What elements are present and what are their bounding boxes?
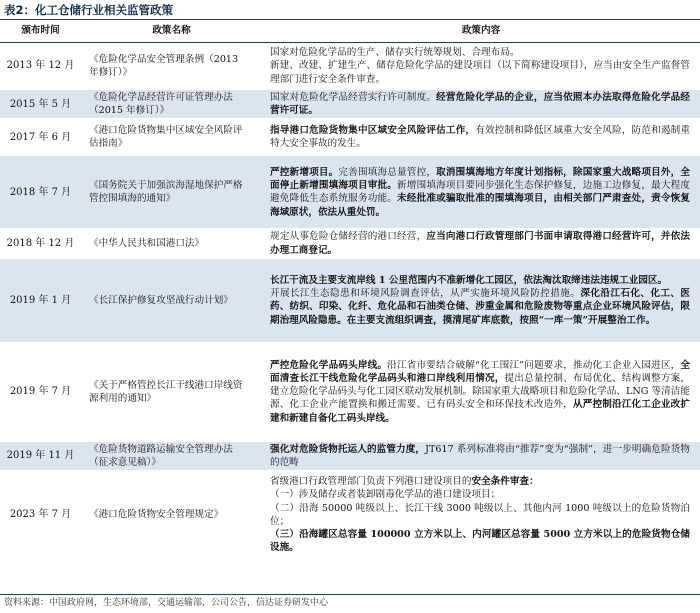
highlighted-text: 沿海罐区总容量 100000 立方米以上、内河罐区总容量 5000 立方米以上的危险货物仓储设施。 bbox=[270, 528, 690, 554]
row-date: 2017 年 6 月 bbox=[0, 119, 81, 156]
row-date: 2015 年 5 月 bbox=[0, 90, 81, 119]
content-paragraph bbox=[270, 359, 690, 425]
row-policy-name: 《中华人民共和国港口法》 bbox=[81, 229, 262, 258]
content-paragraph bbox=[270, 475, 690, 488]
content-text: 沿江省市要结合破解“化工围江”问题要求，推动化工企业入园进区， bbox=[387, 359, 681, 371]
row-policy-name: 《危险货物道路运输安全管理办法（征求意见稿）》 bbox=[81, 441, 262, 470]
row-policy-content bbox=[262, 258, 700, 342]
content-text: 国家对危险化学品的生产、储存实行统筹规划、合理布局。 bbox=[270, 47, 520, 59]
highlighted-text: 深化沿江石化、化工、医药、纺织、印染、化纤、危化品和石油类仓储、涉重金属和危险废物等重点企业环境风险评估，限期治理风险隐患。在主要支流组织调查，摸清尾矿库底数，按照“一库一策”开展整治工作。 bbox=[270, 288, 691, 326]
row-date: 2023 年 7 月 bbox=[0, 471, 81, 559]
row-policy-content bbox=[262, 156, 700, 229]
content-text: 提出总量控制、布局优化、结构调整方案，建立危险化学品码头与化工园区联动发展机制。除国家重大战略项目和危险化学品、LNG 等清洁能源、化工企业产能置换和搬迁需要、已有码头安全和环保技术改造外， bbox=[270, 373, 691, 411]
content-paragraph bbox=[270, 528, 690, 554]
content-text: 新建、改建、扩建生产、储存危险化学品的建设项目（以下简称建设项目），应当由安全生产监督管理部门进行安全条件审查。 bbox=[270, 60, 690, 85]
content-paragraph bbox=[270, 443, 690, 469]
row-policy-content bbox=[262, 119, 700, 156]
row-policy-name: 《港口危险货物安全管理规定》 bbox=[81, 471, 262, 559]
content-text: JT617 系列标准将由“推荐”变为“强制”，进一步明确危险货物的范畴 bbox=[270, 443, 690, 469]
row-date: 2019 年 1 月 bbox=[0, 258, 81, 342]
content-text: （一）涉及储存或者装卸剧毒化学品的港口建设项目； bbox=[270, 489, 501, 501]
policy-table bbox=[0, 20, 700, 559]
content-text: 有效控制和降低区域重大安全风险，防范和遏制重特大安全事故的发生。 bbox=[270, 125, 690, 150]
content-paragraph bbox=[270, 488, 690, 501]
table-header-row bbox=[0, 20, 700, 43]
highlighted-text: 取消围填海地方年度计划指标，除国家重大战略项目外，全面停止新增围填海项目审批。 bbox=[270, 167, 691, 192]
row-policy-name: 《关于严格管控长江干线港口岸线资源利用的通知》 bbox=[81, 342, 262, 441]
content-paragraph bbox=[270, 274, 690, 287]
row-date: 2019 年 11 月 bbox=[0, 441, 81, 470]
content-text: 新增围填海项目要同步强化生态保护修复，边施工边修复，最大程度避免降低生态系统服务功能。 bbox=[270, 180, 690, 205]
table-row bbox=[0, 342, 700, 441]
table-body bbox=[0, 43, 700, 559]
footer-rule bbox=[0, 594, 700, 595]
table-row bbox=[0, 471, 700, 559]
highlighted-text: 经营危险化学品的企业，应当依照本办法取得危险化学品经营许可证。 bbox=[270, 92, 691, 117]
content-paragraph bbox=[270, 124, 690, 150]
highlighted-text: 指导港口危险货物集中区域安全风险评估工作， bbox=[270, 125, 476, 137]
highlighted-text: （三） bbox=[270, 528, 300, 540]
row-policy-name: 《港口危险货物集中区域安全风险评估指南》 bbox=[81, 119, 262, 156]
highlighted-text: 全面清查长江干线危险化学品码头和港口岸线利用情况， bbox=[270, 359, 691, 384]
content-paragraph bbox=[270, 287, 690, 327]
row-policy-content bbox=[262, 342, 700, 441]
row-policy-content bbox=[262, 90, 700, 119]
row-policy-name: 《长江保护修复攻坚战行动计划》 bbox=[81, 258, 262, 342]
table-title: 表2：化工仓储行业相关监管政策 bbox=[4, 3, 173, 17]
content-paragraph bbox=[270, 230, 690, 256]
content-text: 完善围填海总量管控， bbox=[338, 167, 437, 178]
highlighted-text: 强化对危险货物托运人的监管力度， bbox=[270, 443, 426, 455]
content-paragraph bbox=[270, 46, 690, 59]
row-policy-content bbox=[262, 229, 700, 258]
row-date: 2018 年 7 月 bbox=[0, 156, 81, 229]
header-policy-content: 政策内容 bbox=[262, 20, 700, 43]
highlighted-text: 从严控制沿江化工企业改扩建和新建自备化工码头岸线。 bbox=[270, 399, 691, 424]
row-date: 2019 年 7 月 bbox=[0, 342, 81, 441]
highlighted-text: 安全条件审查： bbox=[471, 476, 539, 488]
table-row bbox=[0, 441, 700, 470]
row-policy-content bbox=[262, 471, 700, 559]
highlighted-text: 严控危险化学品码头岸线。 bbox=[270, 359, 388, 371]
header-date: 颁布时间 bbox=[0, 20, 81, 43]
header-policy-name: 政策名称 bbox=[81, 20, 262, 43]
highlighted-text: 严控新增项目。 bbox=[270, 167, 339, 178]
content-text: 省级港口行政管理部门负责下列港口建设项目的 bbox=[270, 476, 472, 488]
highlighted-text: 应当向港口行政管理部门书面申请取得港口经营许可，并依法办理工商登记。 bbox=[270, 231, 691, 256]
content-text: 国家对危险化学品经营实行许可制度。 bbox=[270, 92, 437, 103]
table-row bbox=[0, 90, 700, 119]
content-paragraph bbox=[270, 91, 690, 117]
highlighted-text: 未经批准或骗取批准的围填海项目，由相关部门严肃查处，责令恢复海域原状，依法从重处罚。 bbox=[270, 193, 690, 218]
table-row bbox=[0, 156, 700, 229]
row-policy-name: 《危险化学品安全管理条例（2013 年修订）》 bbox=[81, 43, 262, 90]
source-note: 资料来源：中国政府网，生态环境部，交通运输部，公司公告，信达证券研发中心 bbox=[4, 598, 329, 608]
row-date: 2018 年 12 月 bbox=[0, 229, 81, 258]
content-paragraph bbox=[270, 166, 690, 219]
row-date: 2013 年 12 月 bbox=[0, 43, 81, 90]
table-row bbox=[0, 258, 700, 342]
content-text: 规定从事危险仓储经营的港口经营， bbox=[270, 231, 427, 243]
content-text: （二）沿海 50000 吨级以上、长江干线 3000 吨级以上、其他内河 1000 吨级以上的危险货物泊位； bbox=[270, 502, 690, 527]
content-paragraph bbox=[270, 502, 690, 528]
content-text: 开展长江生态隐患和环境风险调查评估，从严实施环境风险防控措施。 bbox=[270, 288, 581, 300]
table-row bbox=[0, 43, 700, 90]
table-row bbox=[0, 119, 700, 156]
row-policy-name: 《国务院关于加强滨海湿地保护严格管控围填海的通知》 bbox=[81, 156, 262, 229]
row-policy-name: 《危险化学品经营许可证管理办法（2015 年修订）》 bbox=[81, 90, 262, 119]
content-paragraph bbox=[270, 59, 690, 85]
table-row bbox=[0, 229, 700, 258]
highlighted-text: 长江干流及主要支流岸线 1 公里范围内不准新增化工园区，依法淘汰取缔违法违规工业园区。 bbox=[270, 274, 668, 286]
row-policy-content bbox=[262, 441, 700, 470]
row-policy-content bbox=[262, 43, 700, 90]
